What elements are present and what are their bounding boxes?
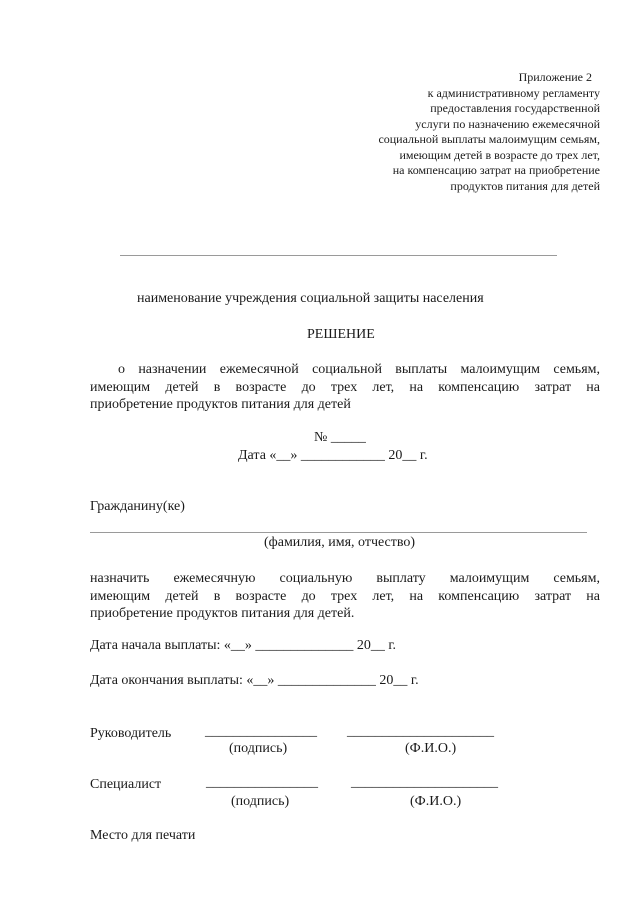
- name-caption-specialist: (Ф.И.О.): [410, 794, 462, 809]
- assign-text-line: приобретение продуктов питания для детей.: [90, 606, 355, 621]
- citizen-label: Гражданину(ке): [90, 499, 185, 514]
- end-date-line: Дата окончания выплаты: «__» ______________ 20__ г.: [90, 673, 419, 688]
- name-caption-head: (Ф.И.О.): [405, 741, 457, 756]
- signature-blank-specialist: ________________: [206, 775, 318, 790]
- name-blank-specialist: _____________________: [351, 775, 498, 790]
- signature-role-specialist: Специалист: [90, 777, 162, 792]
- decision-subject-line: приобретение продуктов питания для детей: [90, 397, 351, 412]
- signature-caption-specialist: (подпись): [231, 794, 290, 809]
- decision-subject: [90, 361, 600, 414]
- decision-subject-line: о назначении ежемесячной социальной выплаты малоимущим семьям,: [118, 362, 600, 377]
- appendix-line: услуги по назначению ежемесячной: [415, 116, 600, 131]
- appendix-header: [330, 70, 600, 194]
- name-blank-head: _____________________: [347, 724, 494, 739]
- appendix-line: к административному регламенту: [427, 85, 600, 100]
- signature-blank-head: ________________: [205, 724, 317, 739]
- institution-name-line: [120, 255, 557, 256]
- signature-caption-head: (подпись): [229, 741, 288, 756]
- appendix-line: имеющим детей в возрасте до трех лет,: [399, 147, 600, 162]
- appendix-line: социальной выплаты малоимущим семьям,: [378, 132, 600, 146]
- institution-caption: наименование учреждения социальной защиты населения: [137, 291, 484, 306]
- decision-subject-line: имеющим детей в возрасте до трех лет, на компенсацию затрат на: [90, 379, 600, 395]
- signature-role-head: Руководитель: [90, 726, 172, 741]
- appendix-line: на компенсацию затрат на приобретение: [392, 163, 600, 177]
- assign-text: [90, 570, 600, 623]
- assign-text-line: назначить ежемесячную социальную выплату малоимущим семьям,: [90, 571, 600, 586]
- assign-text-line: имеющим детей в возрасте до трех лет, на компенсацию затрат на: [90, 588, 600, 604]
- appendix-line: предоставления государственной: [430, 101, 600, 115]
- fio-caption: (фамилия, имя, отчество): [264, 535, 416, 550]
- appendix-line: Приложение 2: [518, 70, 592, 84]
- stamp-place: Место для печати: [90, 828, 196, 843]
- appendix-line: продуктов питания для детей: [450, 178, 600, 193]
- decision-title: РЕШЕНИЕ: [307, 327, 375, 342]
- decision-date: Дата «__» ____________ 20__ г.: [238, 448, 428, 463]
- start-date-line: Дата начала выплаты: «__» ______________ 20__ г.: [90, 638, 397, 653]
- decision-number: № _____: [314, 430, 366, 445]
- fio-line: [90, 532, 587, 533]
